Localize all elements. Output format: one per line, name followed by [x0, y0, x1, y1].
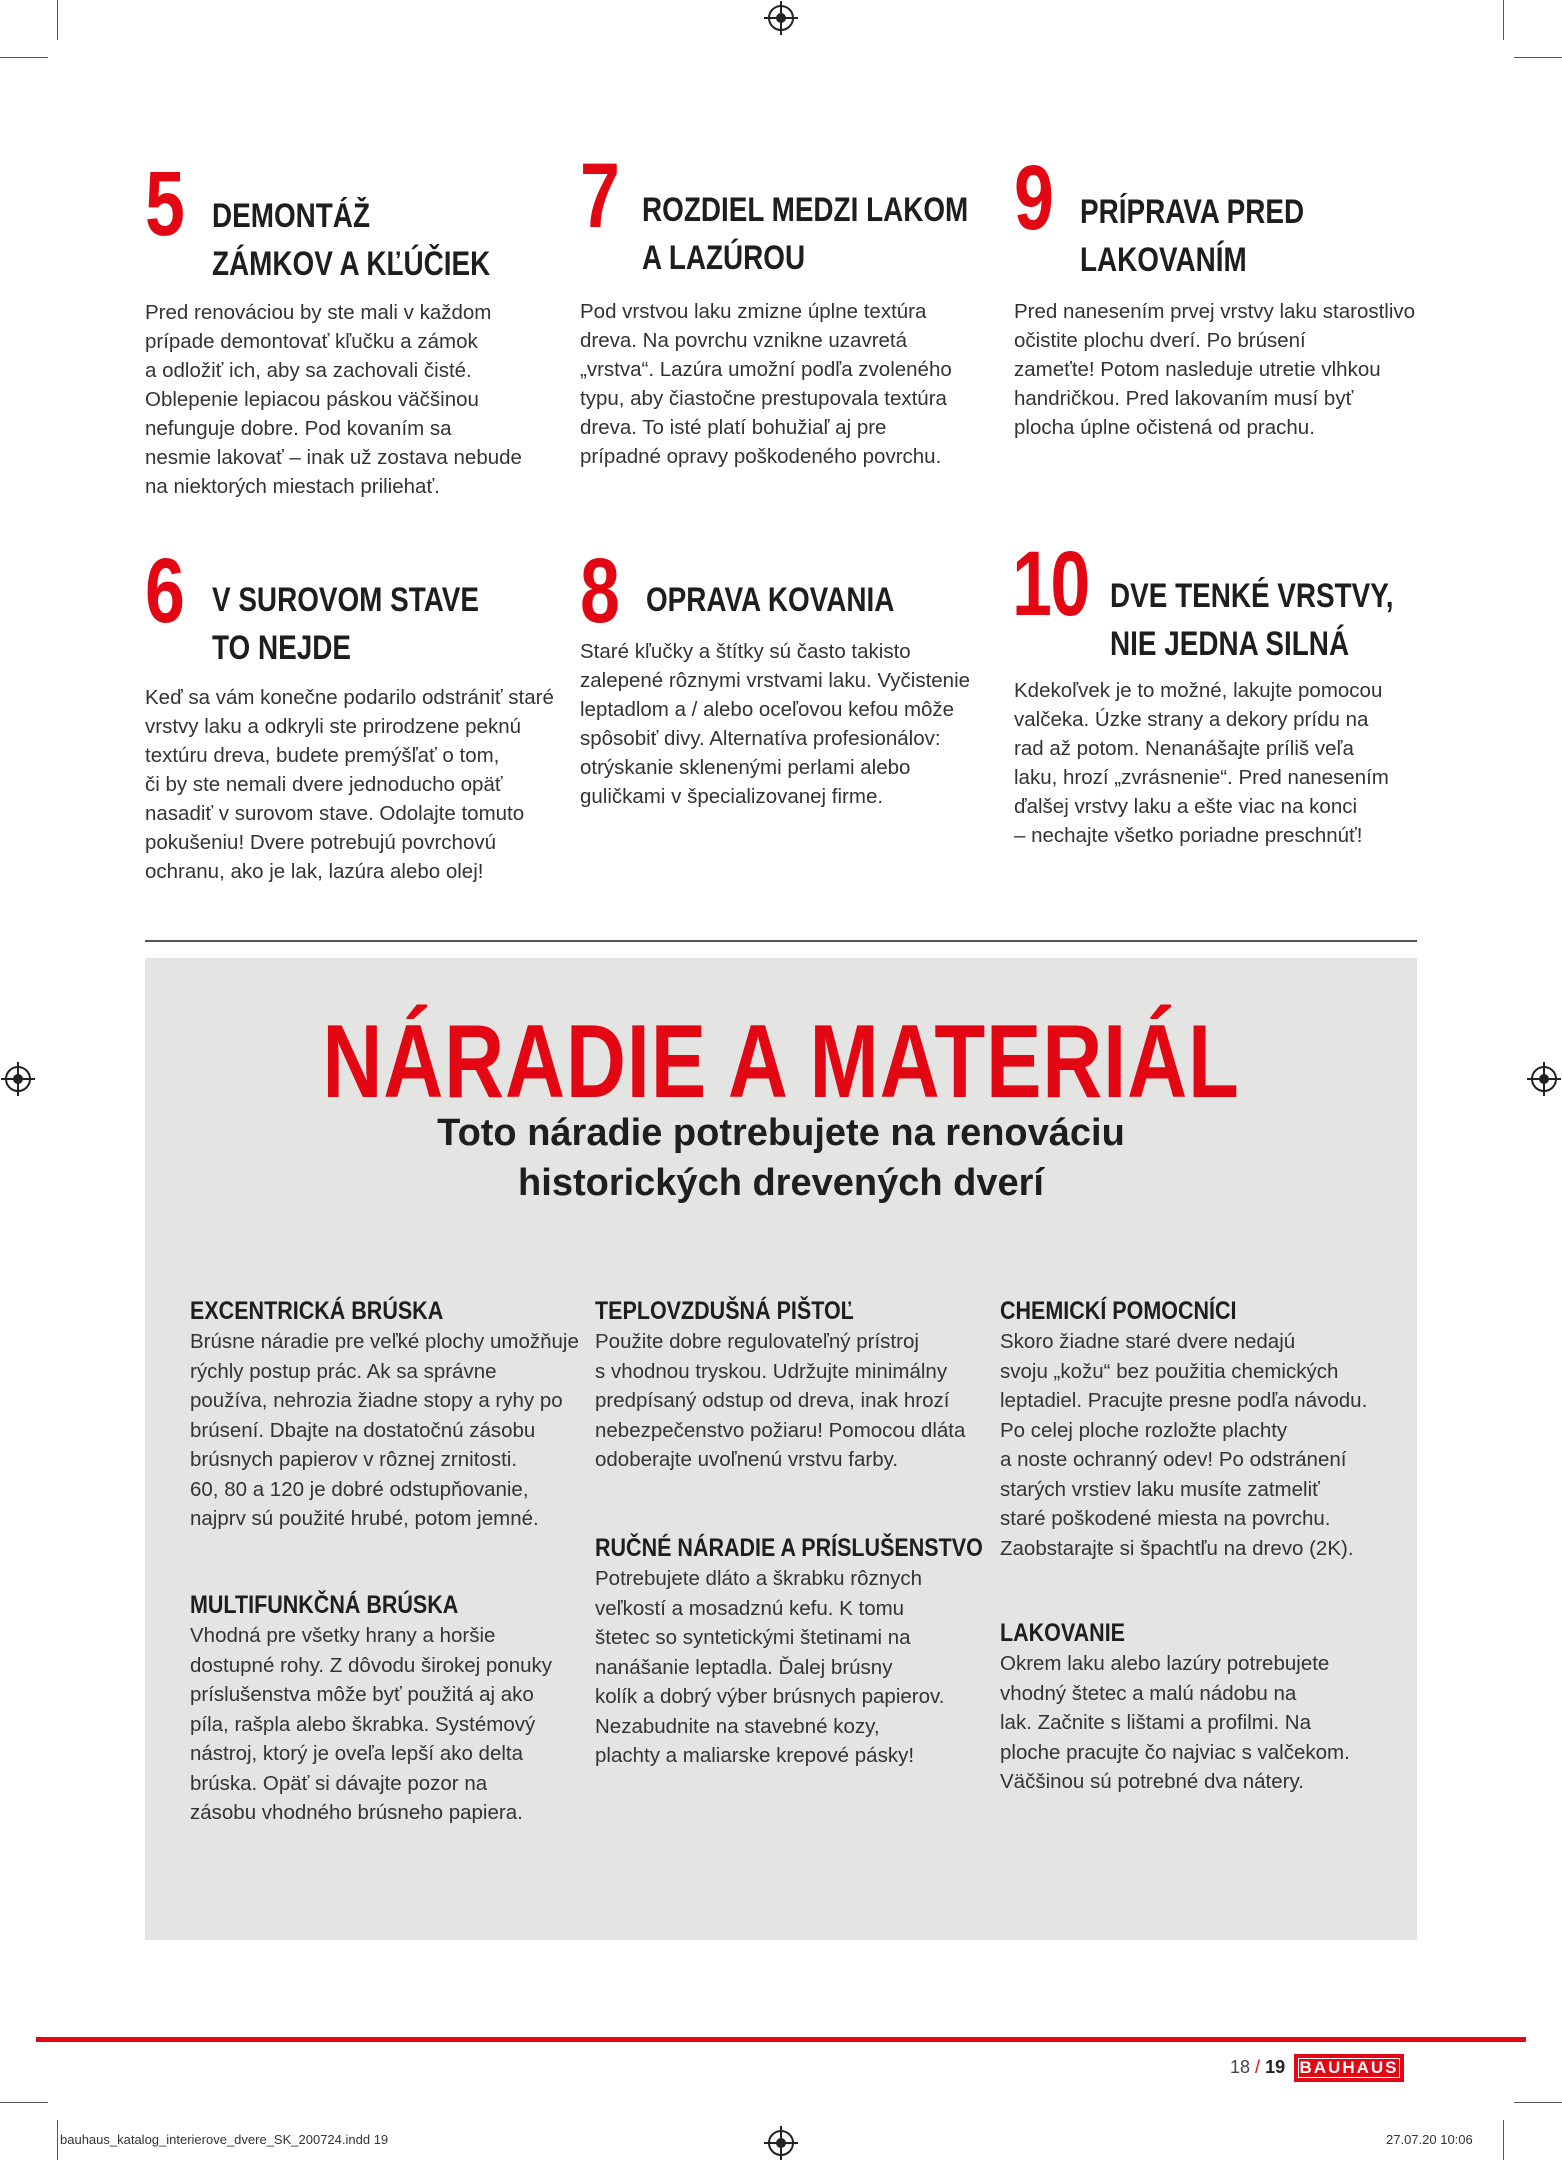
- text-line: leptadiel. Pracujte presne podľa návodu.: [1000, 1389, 1368, 1412]
- panel-subtitle: Toto náradie potrebujete na renováciu historických drevených dverí: [437, 1112, 1125, 1204]
- text-line: rýchly postup prác. Ak sa správne: [190, 1359, 497, 1383]
- text-line: Staré kľučky a štítky sú často takisto: [580, 640, 911, 663]
- text-line: Pred renováciou by ste mali v každom: [145, 301, 492, 324]
- crop-mark: [57, 2120, 58, 2160]
- text-line: brúsnych papierov v rôznej zrnitosti.: [190, 1448, 518, 1471]
- step-10: [1012, 533, 1412, 888]
- text-line: ochranu, ako je lak, lazúra alebo olej!: [145, 860, 484, 883]
- text-line: brúska. Opäť si dávajte pozor na: [190, 1771, 488, 1795]
- page-numbers: 18 / 19: [1230, 2057, 1286, 2077]
- text-line: Oblepenie lepiacou páskou väčšinou: [145, 388, 479, 411]
- text-line: Použite dobre regulovateľný prístroj: [595, 1330, 919, 1353]
- step-8: [580, 540, 980, 845]
- text-line: typu, aby čiastočne prestupovala textúra: [580, 387, 947, 410]
- text-line: nebezpečenstvo požiaru! Pomocou dláta: [595, 1418, 966, 1442]
- text-line: Pred nanesením prvej vrstvy laku starostlivo: [1014, 300, 1416, 323]
- registration-mark-icon: [5, 1066, 31, 1092]
- text-line: najprv sú použité hrubé, potom jemné.: [190, 1507, 539, 1530]
- text-line: Zaobstarajte si špachtľu na drevo (2K).: [1000, 1536, 1354, 1560]
- text-line: Kdekoľvek je to možné, lakujte pomocou: [1014, 679, 1383, 702]
- text-line: a noste ochranný odev! Po odstránení: [1000, 1448, 1347, 1471]
- tool-multifunkcna-bruska: [190, 1590, 570, 1828]
- text-line: ploche pracujte čo najviac s valčekom.: [1000, 1740, 1350, 1764]
- step-body: [580, 637, 990, 811]
- step-number: 8: [580, 540, 619, 642]
- text-line: spôsobiť divy. Alternatíva profesionálov:: [580, 727, 941, 750]
- tool-body: [1000, 1649, 1390, 1797]
- crop-mark: [1514, 2102, 1562, 2103]
- text-line: valčeka. Úzke strany a dekory prídu na: [1014, 708, 1369, 731]
- text-line: píla, rašpla alebo škrabka. Systémový: [190, 1712, 536, 1736]
- panel-title: NÁRADIE A MATERIÁL: [322, 1004, 1240, 1120]
- step-number: 7: [580, 145, 619, 247]
- text-line: lak. Začnite s lištami a profilmi. Na: [1000, 1711, 1312, 1734]
- text-line: rad až potom. Nenanášajte príliš veľa: [1014, 737, 1354, 760]
- text-line: Skoro žiadne staré dvere nedajú: [1000, 1330, 1296, 1353]
- step-number: 6: [145, 540, 184, 642]
- tool-title: CHEMICKÍ POMOCNÍCI: [1000, 1297, 1237, 1325]
- text-line: nesmie lakovať – inak už zostava nebude: [145, 446, 522, 469]
- text-line: prípade demontovať kľučku a zámok: [145, 330, 478, 353]
- step-title: V SUROVOM STAVE TO NEJDE: [212, 581, 479, 667]
- text-line: zalepené rôznymi vrstvami laku. Vyčistenie: [580, 669, 971, 692]
- step-body: [1014, 676, 1424, 850]
- text-line: handričkou. Pred lakovaním musí byť: [1014, 387, 1354, 410]
- text-line: a odložiť ich, aby sa zachovali čisté.: [145, 359, 472, 382]
- text-line: Okrem laku alebo lazúry potrebujete: [1000, 1652, 1330, 1675]
- text-line: plocha úplne očistená od prachu.: [1014, 416, 1315, 439]
- registration-mark-icon: [768, 5, 794, 31]
- tool-chemicki-pomocnici: [1000, 1296, 1380, 1563]
- crop-mark: [57, 0, 58, 40]
- text-line: ďalšej vrstvy laku a ešte viac na konci: [1014, 795, 1358, 818]
- text-line: štetec so syntetickými štetinami na: [595, 1626, 911, 1649]
- tool-title: LAKOVANIE: [1000, 1619, 1126, 1647]
- text-line: Potrebujete dláto a škrabku rôznych: [595, 1567, 923, 1590]
- tool-body: [1000, 1327, 1390, 1563]
- bauhaus-logo: BAUHAUS: [1296, 2056, 1402, 2080]
- text-line: starých vrstiev laku musíte zatmeliť: [1000, 1477, 1320, 1501]
- text-line: Brúsne náradie pre veľké plochy umožňuje: [190, 1330, 579, 1353]
- tool-body: [190, 1327, 580, 1534]
- tool-title: EXCENTRICKÁ BRÚSKA: [190, 1297, 444, 1325]
- text-line: Keď sa vám konečne podarilo odstrániť staré: [145, 686, 554, 709]
- step-9: [1014, 147, 1416, 502]
- text-line: používa, nehrozia žiadne stopy a ryhy po: [190, 1389, 563, 1412]
- text-line: zásobu vhodného brúsneho papiera.: [190, 1801, 523, 1824]
- text-line: dostupné rohy. Z dôvodu širokej ponuky: [190, 1653, 553, 1677]
- text-line: plachty a maliarske krepové pásky!: [595, 1744, 915, 1767]
- step-body: [580, 297, 990, 471]
- registration-mark-icon: [768, 2130, 794, 2156]
- section-divider: [145, 940, 1417, 942]
- text-line: Vhodná pre všetky hrany a horšie: [190, 1624, 496, 1647]
- text-line: „vrstva“. Lazúra umožní podľa zvoleného: [580, 358, 952, 381]
- step-number: 5: [145, 153, 184, 255]
- step-6: [145, 540, 554, 895]
- tool-body: [595, 1327, 985, 1475]
- text-line: otrýskanie sklenenými perlami alebo: [580, 756, 911, 779]
- text-line: veľkostí a mosadznú kefu. K tomu: [595, 1596, 905, 1620]
- step-number: 9: [1014, 147, 1053, 249]
- text-line: dreva. Na povrchu vznikne uzavretá: [580, 329, 908, 352]
- text-line: dreva. To isté platí bohužiaľ aj pre: [580, 416, 887, 439]
- crop-mark: [0, 2102, 48, 2103]
- text-line: – nechajte všetko poriadne preschnúť!: [1014, 824, 1363, 847]
- tool-lakovanie: [1000, 1618, 1380, 1797]
- tool-teplovzdusna-pistol: [595, 1296, 975, 1475]
- text-line: s vhodnou tryskou. Udržujte minimálny: [595, 1359, 948, 1383]
- text-line: Väčšinou sú potrebné dva nátery.: [1000, 1770, 1304, 1793]
- step-title: OPRAVA KOVANIA: [646, 581, 895, 619]
- text-line: odoberajte uvoľnenú vrstvu farby.: [595, 1448, 899, 1471]
- crop-mark: [1503, 0, 1504, 40]
- step-title: PRÍPRAVA PRED LAKOVANÍM: [1080, 193, 1305, 279]
- text-line: či by ste nemali dvere jednoducho opäť: [145, 773, 503, 796]
- text-line: očistite plochu dverí. Po brúsení: [1014, 329, 1306, 352]
- step-body: [1014, 297, 1424, 442]
- text-line: brúsení. Dbajte na dostatočnú zásobu: [190, 1418, 536, 1442]
- file-slug: bauhaus_katalog_interierove_dvere_SK_200724.indd 19: [60, 2132, 389, 2147]
- registration-mark-icon: [1531, 1066, 1557, 1092]
- tool-excentricka-bruska: [190, 1296, 579, 1534]
- tool-title: RUČNÉ NÁRADIE A PRÍSLUŠENSTVO: [595, 1534, 983, 1562]
- step-body: [145, 683, 555, 886]
- text-line: Po celej ploche rozložte plachty: [1000, 1418, 1288, 1442]
- tool-title: TEPLOVZDUŠNÁ PIŠTOĽ: [595, 1297, 854, 1325]
- tool-title: MULTIFUNKČNÁ BRÚSKA: [190, 1591, 459, 1619]
- tool-body: [190, 1621, 580, 1828]
- tools-panel: [145, 958, 1417, 1940]
- text-line: guličkami v špecializovanej firme.: [580, 785, 884, 808]
- text-line: príslušenstva môže byť použitá aj ako: [190, 1683, 534, 1706]
- date-slug: 27.07.20 10:06: [1386, 2132, 1473, 2147]
- text-line: na niektorých miestach priliehať.: [145, 475, 440, 498]
- text-line: textúru dreva, budete premýšľať o tom,: [145, 744, 500, 767]
- footer-rule: [36, 2037, 1526, 2042]
- text-line: prípadné opravy poškodeného povrchu.: [580, 445, 942, 468]
- step-title: ROZDIEL MEDZI LAKOM A LAZÚROU: [642, 191, 969, 277]
- text-line: nefunguje dobre. Pod kovaním sa: [145, 417, 452, 440]
- text-line: Pod vrstvou laku zmizne úplne textúra: [580, 300, 927, 323]
- text-line: zameťte! Potom nasleduje utretie vlhkou: [1014, 358, 1381, 381]
- step-5: [145, 153, 545, 508]
- text-line: kolík a dobrý výber brúsnych papierov.: [595, 1685, 945, 1708]
- crop-mark: [1514, 57, 1562, 58]
- text-line: leptadlom a / alebo oceľovou kefou môže: [580, 698, 955, 721]
- text-line: pokušeniu! Dvere potrebujú povrchovú: [145, 831, 496, 854]
- text-line: staré poškodené miesta na povrchu.: [1000, 1507, 1331, 1530]
- step-title: DEMONTÁŽ ZÁMKOV A KĽÚČIEK: [212, 197, 491, 283]
- text-line: predpísaný odstup od dreva, inak hrozí: [595, 1389, 950, 1412]
- crop-mark: [0, 57, 48, 58]
- text-line: nástroj, ktorý je oveľa lepší ako delta: [190, 1742, 524, 1765]
- text-line: nasadiť v surovom stave. Odolajte tomuto: [145, 802, 525, 825]
- step-7: [580, 145, 980, 500]
- tool-rucne-naradie: [595, 1533, 983, 1771]
- step-body: [145, 298, 555, 501]
- text-line: vrstvy laku a odkryli ste prirodzene peknú: [145, 715, 522, 738]
- text-line: 60, 80 a 120 je dobré odstupňovanie,: [190, 1477, 529, 1501]
- text-line: Nezabudnite na stavebné kozy,: [595, 1714, 880, 1738]
- text-line: vhodný štetec a malú nádobu na: [1000, 1681, 1297, 1705]
- text-line: laku, hrozí „zvrásnenie“. Pred nanesením: [1014, 766, 1389, 789]
- crop-mark: [1503, 2120, 1504, 2160]
- step-number: 10: [1012, 533, 1089, 635]
- text-line: svoju „kožu“ bez použitia chemických: [1000, 1359, 1339, 1383]
- step-title: DVE TENKÉ VRSTVY, NIE JEDNA SILNÁ: [1110, 577, 1394, 663]
- text-line: nanášanie leptadla. Ďalej brúsny: [595, 1655, 893, 1679]
- tool-body: [595, 1564, 985, 1771]
